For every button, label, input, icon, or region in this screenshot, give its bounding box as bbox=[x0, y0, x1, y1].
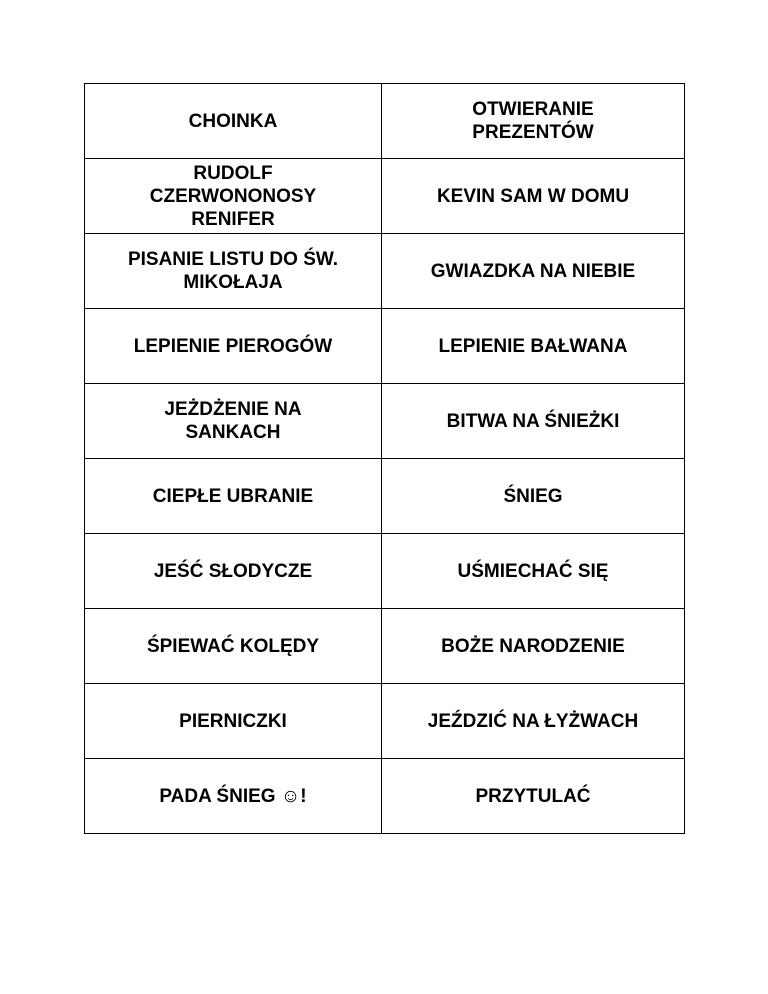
phrase-card bbox=[85, 234, 382, 309]
card-text: RUDOLF CZERWONONOSY RENIFER bbox=[149, 162, 317, 230]
table-row bbox=[85, 759, 685, 834]
card-text: CHOINKA bbox=[188, 110, 278, 132]
card-text: ŚPIEWAĆ KOLĘDY bbox=[146, 635, 320, 657]
card-text: BOŻE NARODZENIE bbox=[441, 635, 625, 657]
phrase-card bbox=[85, 159, 382, 234]
card-text: JEŹDZIĆ NA ŁYŻWACH bbox=[427, 710, 639, 732]
phrase-card-table bbox=[84, 83, 685, 834]
table-row bbox=[85, 309, 685, 384]
card-text: OTWIERANIE PREZENTÓW bbox=[472, 99, 594, 143]
card-text: PISANIE LISTU DO ŚW. MIKOŁAJA bbox=[127, 249, 339, 293]
phrase-card bbox=[85, 684, 382, 759]
phrase-card bbox=[382, 309, 685, 384]
card-text: LEPIENIE PIEROGÓW bbox=[133, 335, 333, 357]
phrase-card bbox=[382, 84, 685, 159]
phrase-card bbox=[382, 234, 685, 309]
phrase-card bbox=[382, 534, 685, 609]
table-row bbox=[85, 534, 685, 609]
table-row bbox=[85, 234, 685, 309]
card-text: PRZYTULAĆ bbox=[475, 785, 591, 807]
card-text: GWIAZDKA NA NIEBIE bbox=[430, 260, 636, 282]
phrase-card bbox=[85, 84, 382, 159]
phrase-card bbox=[382, 609, 685, 684]
card-text: UŚMIECHAĆ SIĘ bbox=[457, 560, 609, 582]
card-text: JEŚĆ SŁODYCZE bbox=[153, 560, 313, 582]
table-row bbox=[85, 459, 685, 534]
phrase-card bbox=[382, 384, 685, 459]
card-text: CIEPŁE UBRANIE bbox=[152, 485, 314, 507]
phrase-card bbox=[85, 534, 382, 609]
phrase-card bbox=[85, 309, 382, 384]
table-row bbox=[85, 159, 685, 234]
table-row bbox=[85, 684, 685, 759]
phrase-card bbox=[85, 384, 382, 459]
card-text: JEŻDŻENIE NA SANKACH bbox=[164, 399, 302, 443]
table-row bbox=[85, 84, 685, 159]
card-text: ŚNIEG bbox=[503, 485, 563, 507]
table-row bbox=[85, 609, 685, 684]
table-row bbox=[85, 384, 685, 459]
phrase-card bbox=[382, 759, 685, 834]
card-text: PIERNICZKI bbox=[179, 710, 287, 732]
phrase-card bbox=[85, 609, 382, 684]
phrase-card bbox=[382, 684, 685, 759]
phrase-card bbox=[382, 459, 685, 534]
card-text: KEVIN SAM W DOMU bbox=[436, 185, 630, 207]
card-text: BITWA NA ŚNIEŻKI bbox=[446, 410, 620, 432]
card-text: LEPIENIE BAŁWANA bbox=[438, 335, 628, 357]
phrase-card bbox=[382, 159, 685, 234]
card-text: PADA ŚNIEG ☺! bbox=[159, 785, 307, 807]
phrase-card bbox=[85, 459, 382, 534]
phrase-card bbox=[85, 759, 382, 834]
